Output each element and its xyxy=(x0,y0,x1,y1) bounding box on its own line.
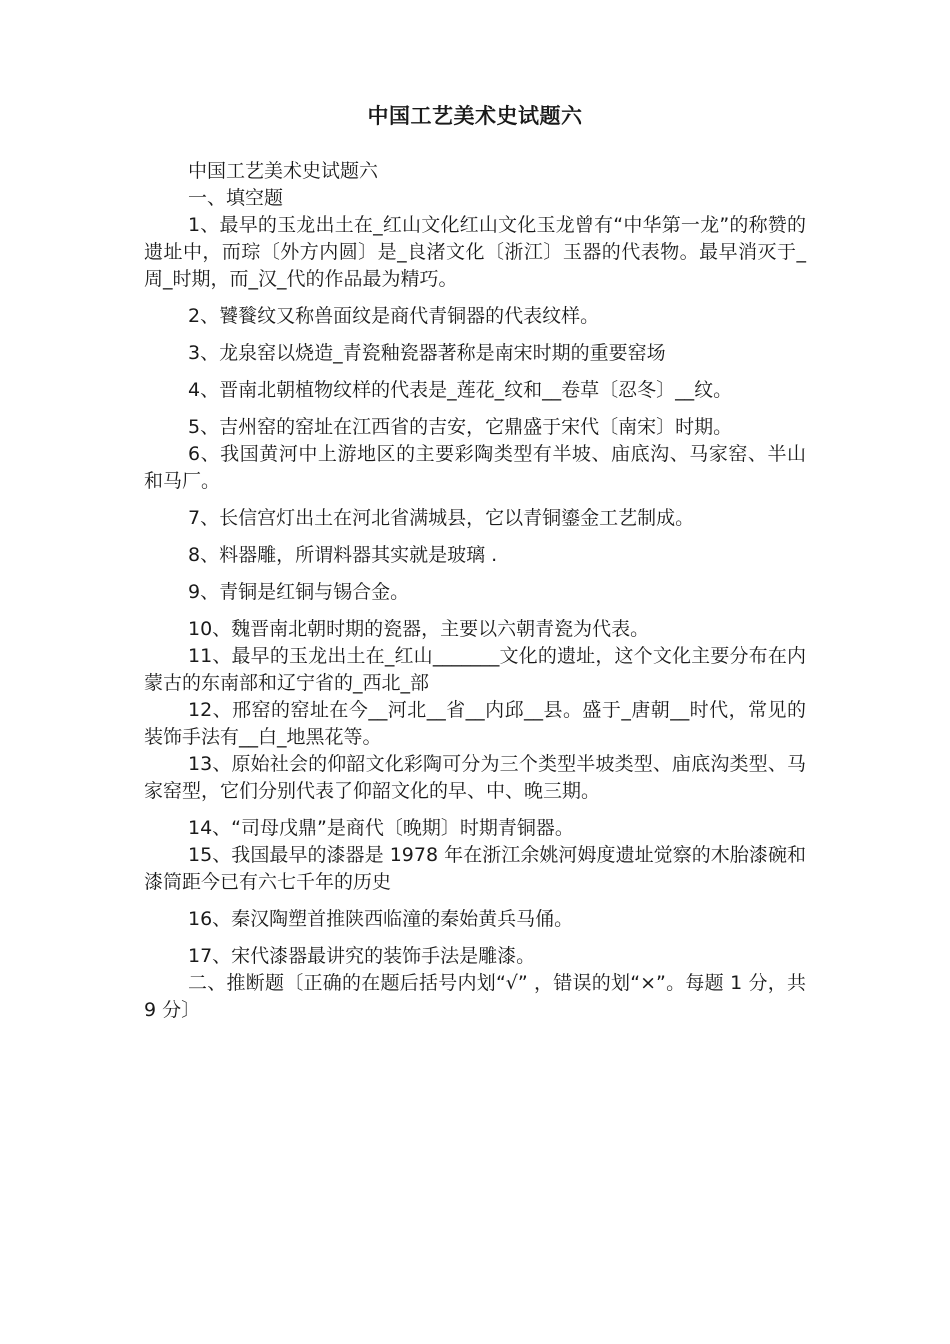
paragraph: 中国工艺美术史试题六 xyxy=(188,160,379,182)
paragraph: 13、原始社会的仰韶文化彩陶可分为三个类型半坡类型、庙底沟类型、马家窑型，它们分别代表了仰韶文化的早、中、晚三期。 xyxy=(144,753,806,802)
paragraph: 10、魏晋南北朝时期的瓷器，主要以六朝青瓷为代表。 xyxy=(188,618,650,640)
paragraph: 7、长信宫灯出土在河北省满城县，它以青铜鎏金工艺制成。 xyxy=(188,507,695,529)
paragraph: 11、最早的玉龙出土在_红山_______文化的遗址，这个文化主要分布在内蒙古的东南部和辽宁省的_西北_部 xyxy=(144,645,806,694)
paragraph: 1、最早的玉龙出土在_红山文化红山文化玉龙曾有“中华第一龙”的称赞的遗址中，而琮〔外方内圆〕是_良渚文化〔浙江〕玉器的代表物。最早消灭于_周_时期，而_汉_代的作品最为精巧。 xyxy=(144,214,806,290)
paragraph: 二、推断题〔正确的在题后括号内划“√” ，错误的划“×”。每题 1 分，共 9 分〕 xyxy=(144,972,806,1021)
paragraph: 3、龙泉窑以烧造_青瓷釉瓷器著称是南宋时期的重要窑场 xyxy=(188,342,666,364)
paragraph: 一、填空题 xyxy=(188,187,284,209)
paragraph: 12、邢窑的窑址在今__河北__省__内邱__县。盛于_唐朝__时代，常见的装饰手法有__白_地黑花等。 xyxy=(144,699,806,748)
paragraph: 14、“司母戊鼎”是商代〔晚期〕时期青铜器。 xyxy=(188,817,574,839)
paragraph: 17、宋代漆器最讲究的装饰手法是雕漆。 xyxy=(188,945,536,967)
paragraph: 4、晋南北朝植物纹样的代表是_莲花_纹和__卷草〔忍冬〕__纹。 xyxy=(188,379,733,401)
paragraph: 6、我国黄河中上游地区的主要彩陶类型有半坡、庙底沟、马家窑、半山和马厂。 xyxy=(144,443,806,492)
document-body xyxy=(144,158,806,1024)
paragraph: 9、青铜是红铜与锡合金。 xyxy=(188,581,410,603)
paragraph: 16、秦汉陶塑首推陕西临潼的秦始黄兵马俑。 xyxy=(188,908,574,930)
paragraph: 2、饕餮纹又称兽面纹是商代青铜器的代表纹样。 xyxy=(188,305,600,327)
paragraph: 5、吉州窑的窑址在江西省的吉安，它鼎盛于宋代〔南宋〕时期。 xyxy=(188,416,733,438)
paragraph: 8、料器雕，所谓料器其实就是玻璃 . xyxy=(188,544,498,566)
paragraph: 15、我国最早的漆器是 1978 年在浙江余姚河姆度遗址觉察的木胎漆碗和漆筒距今已有六七千年的历史 xyxy=(144,844,806,893)
document-title: 中国工艺美术史试题六 xyxy=(367,104,583,128)
